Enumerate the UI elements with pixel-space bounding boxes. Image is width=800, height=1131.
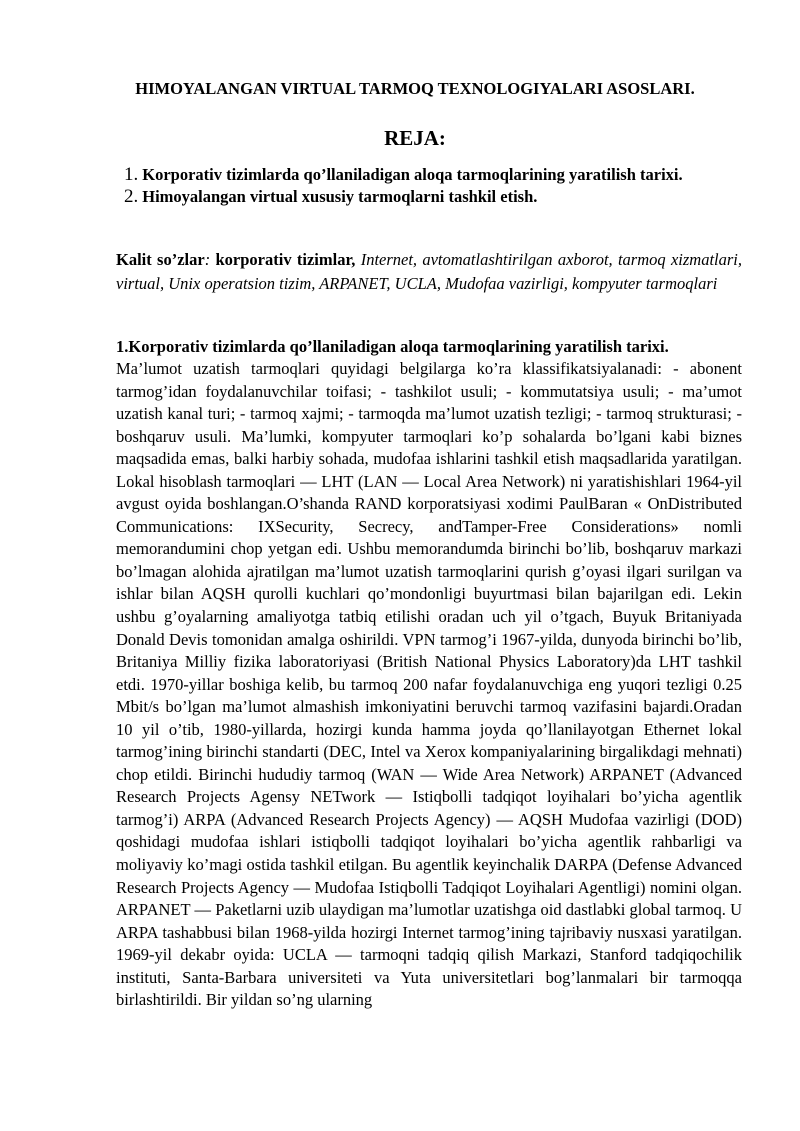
plan-item-1 [124,164,742,186]
keywords-bold-terms: korporativ tizimlar, [210,250,356,269]
keywords-italic-terms: Internet, avtomatlashtirilgan axborot, tarmoq xizmatlari, virtual, Unix operatsion tizim, ARPANET, UCLA, Mudofaa vazirligi, kompyuter tarmoqlari [116,250,742,293]
plan-heading: REJA: [384,126,446,150]
keywords-colon: : [204,250,211,269]
document-title: HIMOYALANGAN VIRTUAL TARMOQ TEXNOLOGIYALARI ASOSLARI. [135,79,695,98]
section-heading: 1.Korporativ tizimlarda qo’llaniladigan aloqa tarmoqlarining yaratilish tarixi. [116,337,669,356]
keywords-label: Kalit so’zlar [116,250,205,269]
body-paragraph: Ma’lumot uzatish tarmoqlari quyidagi belgilarga ko’ra klassifikatsiyalanadi: - abonent tarmog’idan foydalanuvchilar toifasi; - tashkilot usuli; - kommutatsiya usuli; - ma’umot uzatish kanal turi; - tarmoq xajmi; - tarmoqda ma’lumot uzatish tezligi; - tarmoq strukturasi; - boshqaruv usuli. Ma’lumki, kompyuter tarmoqlari ko’p sohalarda bo’lgani kabi biznes maqsadida emas, balki harbiy sohada, mudofaa ishlarini tashkil etish maqsadlarida yaratilgan. Lokal hisoblash tarmoqlari — LHT (LAN — Local Area Network) ni yaratishishlari 1964-yil avgust oyida boshlangan.O’shanda RAND korporatsiyasi xodimi PaulBaran « OnDistributed Communications: IXSecurity, Secrecy, andTamper-Free Considerations» nomli memorandumini chop yetgan edi. Ushbu memorandumda birinchi bo’lib, boshqaruv markazi bo’lmagan alohida ajratilgan ma’lumot uzatish tarmoqlarini qurish g’oyasi ilgari surilgan va ishlar bilan AQSH qurolli kuchlari qo’mondonligi buyurtmasi bilan bajarilgan edi. Lekin ushbu g’oyalarning amaliyotga tatbiq etilishi oradan uch yil o’tgach, Buyuk Britaniyada Donald Devis tomonidan amalga oshirildi. VPN tarmog’i 1967-yilda, dunyoda birinchi bo’lib, Britaniya Milliy fizika laboratoriyasi (British National Physics Laboratory)da LHT tashkil etdi. 1970-yillar boshiga kelib, bu tarmoq 200 nafar foydalanuvchiga eng yuqori tezligi 0.25 Mbit/s bo’lgan ma’lumot almashish imkoniyatini beruvchi tarmoq vazifasini bajardi.Oradan 10 yil o’tib, 1980-yillarda, hozirgi kunda hamma joyda qo’llanilayotgan Ethernet lokal tarmog’ining birinchi standarti (DEC, Intel va Xerox kompaniyalarining birgalikdagi mehnati) chop etildi. Birinchi hududiy tarmoq (WAN — Wide Area Network) ARPANET (Advanced Research Projects Agensy NETwork — Istiqbolli tadqiqot loyihalari bo’yicha agentlik tarmog’i) ARPA (Advanced Research Projects Agency) — AQSH Mudofaa vazirligi (DOD) qoshidagi mudofaa ishlari istiqbolli tadqiqot loyihalari bo’yicha agentlik rahbarligi va moliyaviy ko’magi ostida tashkil etilgan. Bu agentlik keyinchalik DARPA (Defense Advanced Research Projects Agency — Mudofaa Istiqbolli Tadqiqot Loyihalari Agentligi) nomini olgan. ARPANET — Paketlarni uzib ulaydigan ma’lumotlar uzatishga oid dastlabki global tarmoq. U ARPA tashabbusi bilan 1968-yilda hozirgi Internet tarmog’ining tajribaviy nusxasi yaratilgan. 1969-yil dekabr oyida: UCLA — tarmoqni tadqiq qilish Markazi, Stanford tadqiqochilik instituti, Santa-Barbara universiteti va Yuta universitetlari bog’lanmalari bir tarmoqqa birlashtirildi. Bir yildan so’ng ularning [116,359,742,1010]
plan-item-text: Korporativ tizimlarda qo’llaniladigan aloqa tarmoqlarining yaratilish tarixi. [142,165,683,184]
plan-item-number: 1. [124,164,139,185]
keywords-paragraph [116,248,742,296]
plan-item-text: Himoyalangan virtual xususiy tarmoqlarni tashkil etish. [142,187,538,206]
plan-list [124,164,742,208]
plan-item-number: 2. [124,186,139,207]
plan-item-2 [124,186,742,208]
